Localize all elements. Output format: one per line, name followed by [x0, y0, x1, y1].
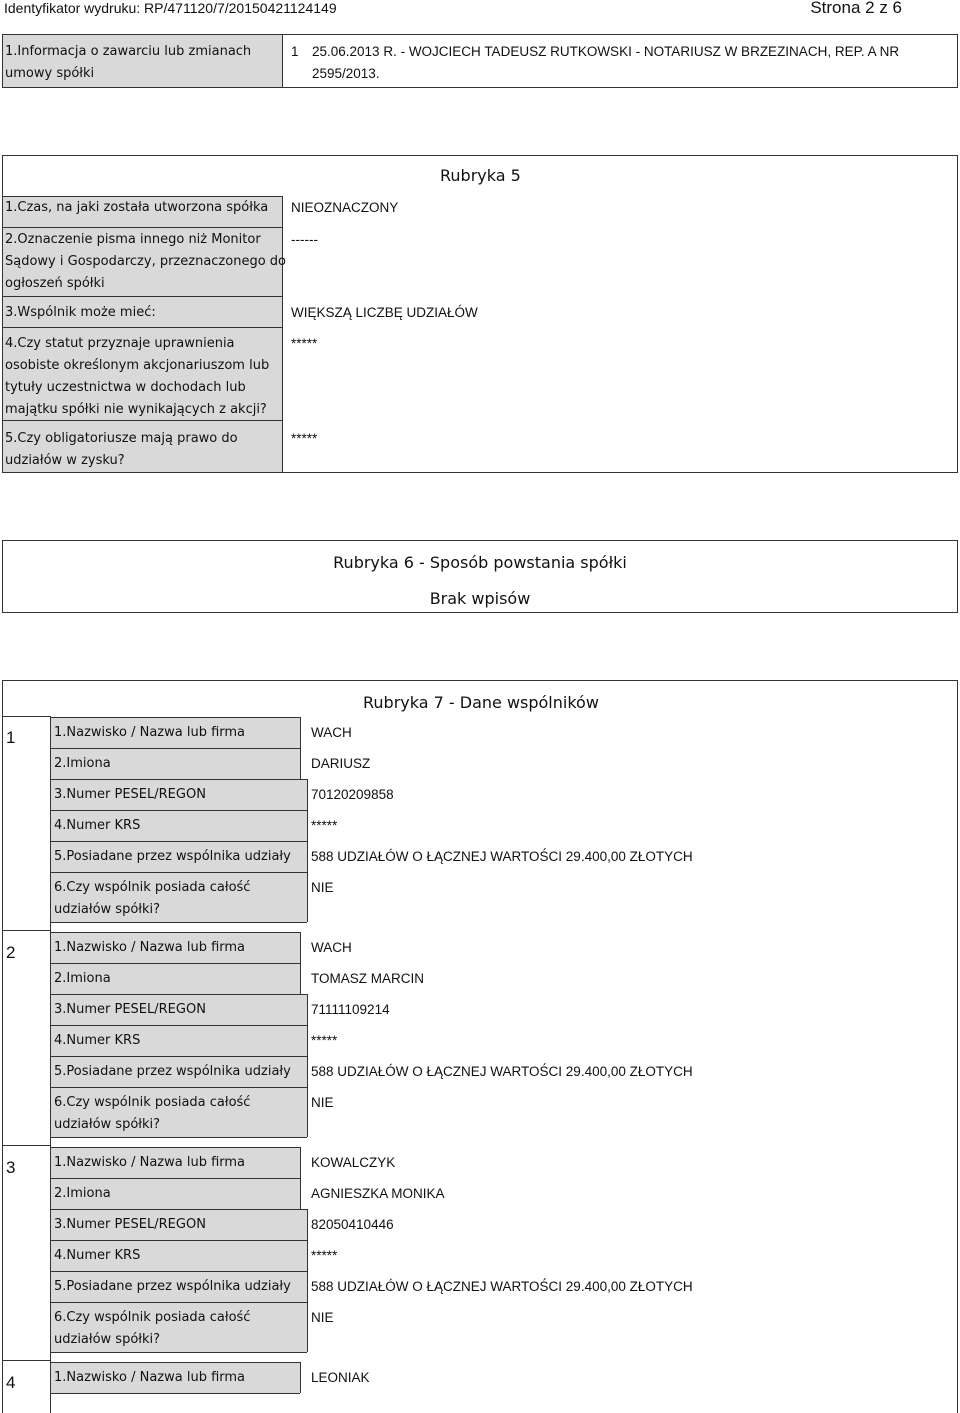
partner-value-pesel: 82050410446 — [311, 1217, 394, 1232]
r5-label-wspolnik: 3.Wspólnik może mieć: — [5, 305, 156, 320]
partner-label-first-names: 2.Imiona — [54, 756, 111, 771]
partner-number: 3 — [6, 1158, 16, 1177]
partner-value-krs: ***** — [311, 818, 338, 833]
partner-value-first-names: DARIUSZ — [311, 756, 371, 771]
r5-value-czas: NIEOZNACZONY — [291, 200, 399, 215]
partner-number: 2 — [6, 943, 16, 962]
partner-value-shares: 588 UDZIAŁÓW O ŁĄCZNEJ WARTOŚCI 29.400,00 ZŁOTYCH — [311, 1064, 693, 1079]
partner-value-name: WACH — [311, 725, 352, 740]
partner-value-name: KOWALCZYK — [311, 1155, 396, 1170]
r5-label-czas: 1.Czas, na jaki została utworzona spółka — [5, 200, 269, 215]
partner-label-first-names: 2.Imiona — [54, 971, 111, 986]
info-number: 1 — [291, 44, 299, 59]
partner-label-krs: 4.Numer KRS — [54, 818, 141, 833]
partner-label-shares: 5.Posiadane przez wspólnika udziały — [54, 849, 291, 864]
partner-label-whole: 6.Czy wspólnik posiada całość udziałów spółki? — [54, 880, 251, 917]
partner-label-pesel: 3.Numer PESEL/REGON — [54, 1002, 206, 1017]
partner-value-first-names: AGNIESZKA MONIKA — [311, 1186, 445, 1201]
r5-label-statut: 4.Czy statut przyznaje uprawnienia osobiste określonym akcjonariuszom lub tytuły uczestnictwa w dochodach lub majątku spółki nie wynikających z akcji? — [5, 336, 270, 417]
page-number: Strona 2 z 6 — [810, 0, 902, 17]
partner-label-shares: 5.Posiadane przez wspólnika udziały — [54, 1279, 291, 1294]
partner-label-whole: 6.Czy wspólnik posiada całość udziałów spółki? — [54, 1095, 251, 1132]
r5-value-statut: ***** — [291, 336, 318, 351]
partner-label-krs: 4.Numer KRS — [54, 1033, 141, 1048]
partner-label-pesel: 3.Numer PESEL/REGON — [54, 787, 206, 802]
partner-number: 4 — [6, 1373, 16, 1392]
partner-number: 1 — [6, 728, 16, 747]
partner-label-name: 1.Nazwisko / Nazwa lub firma — [54, 1370, 246, 1385]
r5-value-oznaczenie: ------ — [291, 232, 318, 247]
info-value: 25.06.2013 R. - WOJCIECH TADEUSZ RUTKOWSKI - NOTARIUSZ W BRZEZINACH, REP. A NR 2595/2013. — [312, 44, 900, 81]
partner-label-whole: 6.Czy wspólnik posiada całość udziałów spółki? — [54, 1310, 251, 1347]
partner-value-krs: ***** — [311, 1033, 338, 1048]
r5-label-oznaczenie: 2.Oznaczenie pisma innego niż Monitor Sądowy i Gospodarczy, przeznaczonego do ogłoszeń spółki — [5, 232, 286, 291]
info-label: 1.Informacja o zawarciu lub zmianach umowy spółki — [5, 44, 252, 81]
partner-value-whole: NIE — [311, 1310, 334, 1325]
rubryka-7-title: Rubryka 7 - Dane wspólników — [363, 693, 599, 712]
r5-value-obligatoriusze: ***** — [291, 431, 318, 446]
partner-value-pesel: 71111109214 — [311, 1002, 390, 1017]
partner-value-first-names: TOMASZ MARCIN — [311, 971, 425, 986]
r5-label-obligatoriusze: 5.Czy obligatoriusze mają prawo do udziałów w zysku? — [5, 431, 238, 468]
print-identifier: Identyfikator wydruku: RP/471120/7/20150421124149 — [4, 0, 337, 16]
rubryka-6-title: Rubryka 6 - Sposób powstania spółki — [333, 553, 627, 572]
partner-label-name: 1.Nazwisko / Nazwa lub firma — [54, 940, 246, 955]
partner-label-first-names: 2.Imiona — [54, 1186, 111, 1201]
partner-value-shares: 588 UDZIAŁÓW O ŁĄCZNEJ WARTOŚCI 29.400,00 ZŁOTYCH — [311, 849, 693, 864]
partner-value-whole: NIE — [311, 880, 334, 895]
partner-value-krs: ***** — [311, 1248, 338, 1263]
partner-label-name: 1.Nazwisko / Nazwa lub firma — [54, 1155, 246, 1170]
partner-value-name: WACH — [311, 940, 352, 955]
partner-label-name: 1.Nazwisko / Nazwa lub firma — [54, 725, 246, 740]
partner-value-whole: NIE — [311, 1095, 334, 1110]
rubryka-5-title: Rubryka 5 — [440, 166, 521, 185]
partner-label-shares: 5.Posiadane przez wspólnika udziały — [54, 1064, 291, 1079]
partner-label-krs: 4.Numer KRS — [54, 1248, 141, 1263]
rubryka-6-empty: Brak wpisów — [429, 589, 531, 608]
partner-value-name: LEONIAK — [311, 1370, 370, 1385]
r5-value-wspolnik: WIĘKSZĄ LICZBĘ UDZIAŁÓW — [291, 305, 478, 320]
partner-value-shares: 588 UDZIAŁÓW O ŁĄCZNEJ WARTOŚCI 29.400,00 ZŁOTYCH — [311, 1279, 693, 1294]
partner-label-pesel: 3.Numer PESEL/REGON — [54, 1217, 206, 1232]
partner-value-pesel: 70120209858 — [311, 787, 394, 802]
